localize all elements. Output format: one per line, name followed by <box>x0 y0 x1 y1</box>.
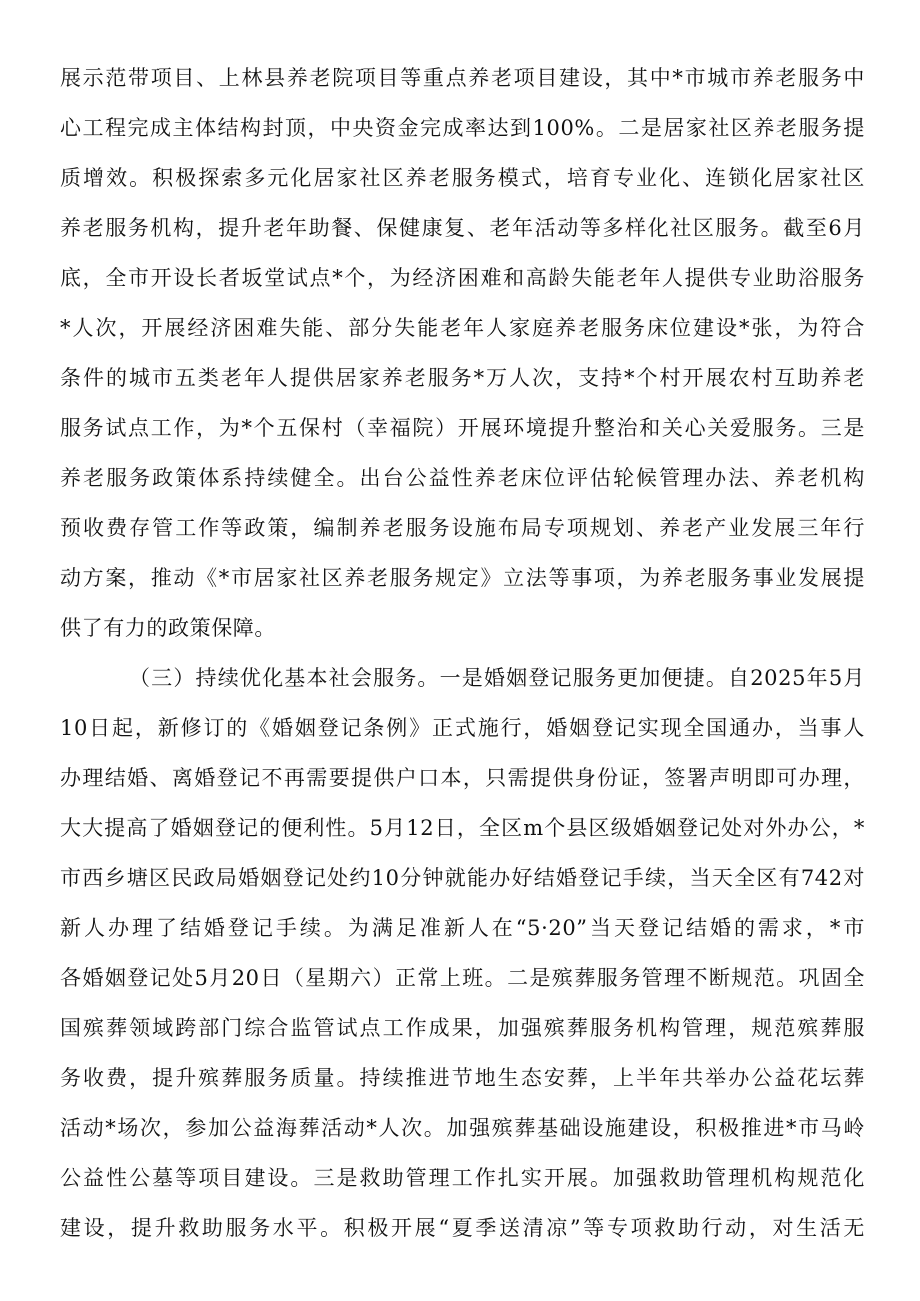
text-line: 务收费，提升殡葬服务质量。持续推进节地生态安葬，上半年共举办公益花坛葬 <box>60 1066 865 1090</box>
text-line: 服务试点工作，为*个五保村（幸福院）开展环境提升整治和关心关爱服务。三是 <box>60 416 865 440</box>
text-line: 动方案，推动《*市居家社区养老服务规定》立法等事项，为养老服务事业发展提 <box>60 566 865 590</box>
text-line: 养老服务政策体系持续健全。出台公益性养老床位评估轮候管理办法、养老机构 <box>60 466 865 490</box>
text-line: 公益性公墓等项目建设。三是救助管理工作扎实开展。加强救助管理机构规范化 <box>60 1166 865 1190</box>
text-line: 底，全市开设长者坂堂试点*个，为经济困难和高龄失能老年人提供专业助浴服务 <box>60 266 865 290</box>
text-line: 预收费存管工作等政策，编制养老服务设施布局专项规划、养老产业发展三年行 <box>60 516 865 540</box>
text-line: 心工程完成主体结构封顶，中央资金完成率达到100%。二是居家社区养老服务提 <box>60 116 865 140</box>
text-line: 市西乡塘区民政局婚姻登记处约10分钟就能办好结婚登记手续，当天全区有742对 <box>60 866 865 890</box>
text-line: 建设，提升救助服务水平。积极开展“夏季送清凉”等专项救助行动，对生活无 <box>60 1216 865 1240</box>
text-line: 10日起，新修订的《婚姻登记条例》正式施行，婚姻登记实现全国通办，当事人 <box>60 716 865 740</box>
text-line: 活动*场次，参加公益海葬活动*人次。加强殡葬基础设施建设，积极推进*市马岭 <box>60 1116 865 1140</box>
text-line: 新人办理了结婚登记手续。为满足准新人在“5·20”当天登记结婚的需求，*市 <box>60 916 865 940</box>
text-line: 大大提高了婚姻登记的便利性。5月12日，全区m个县区级婚姻登记处对外办公，* <box>60 816 865 840</box>
text-line: 条件的城市五类老年人提供居家养老服务*万人次，支持*个村开展农村互助养老 <box>60 366 865 390</box>
text-line: 展示范带项目、上林县养老院项目等重点养老项目建设，其中*市城市养老服务中 <box>60 66 865 90</box>
text-line: 质增效。积极探索多元化居家社区养老服务模式，培育专业化、连锁化居家社区 <box>60 166 865 190</box>
text-line: 供了有力的政策保障。 <box>60 616 276 640</box>
text-line: 养老服务机构，提升老年助餐、保健康复、老年活动等多样化社区服务。截至6月 <box>60 216 865 240</box>
text-line: 国殡葬领域跨部门综合监管试点工作成果，加强殡葬服务机构管理，规范殡葬服 <box>60 1016 865 1040</box>
section-heading-line: （三）持续优化基本社会服务。一是婚姻登记服务更加便捷。自2025年5月 <box>129 666 865 690</box>
text-line: 办理结婚、离婚登记不再需要提供户口本，只需提供身份证，签署声明即可办理， <box>60 766 865 790</box>
text-line: *人次，开展经济困难失能、部分失能老年人家庭养老服务床位建设*张，为符合 <box>60 316 865 340</box>
text-line: 各婚姻登记处5月20日（星期六）正常上班。二是殡葬服务管理不断规范。巩固全 <box>60 966 865 990</box>
